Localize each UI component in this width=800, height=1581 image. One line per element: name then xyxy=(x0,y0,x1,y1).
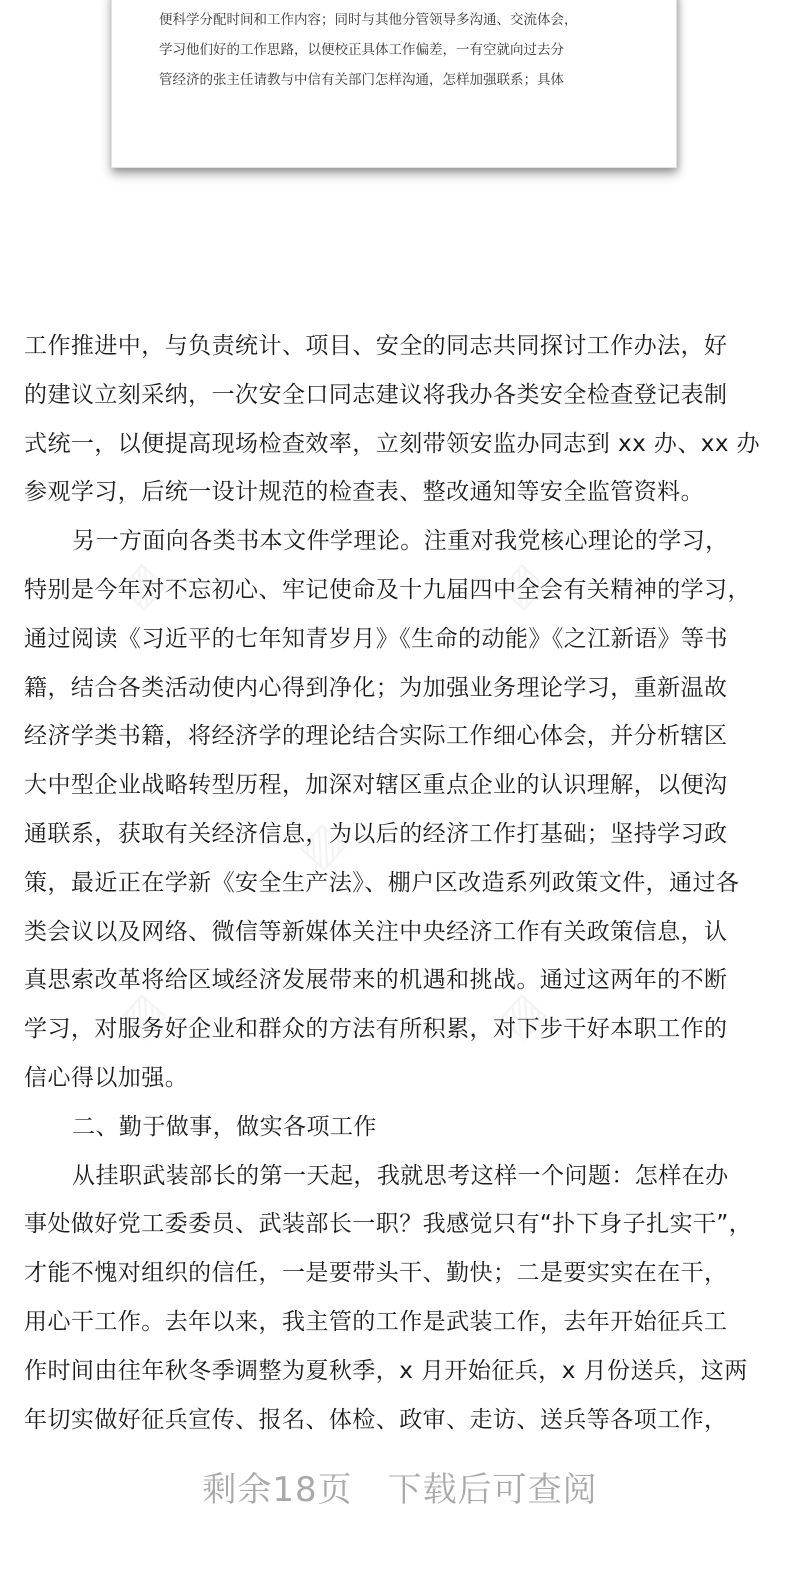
document-text-line: 工作推进中，与负责统计、项目、安全的同志共同探讨工作办法，好 xyxy=(24,333,728,359)
document-text-line: 事处做好党工委委员、武装部长一职？我感觉只有“扑下身子扎实干”， xyxy=(24,1211,753,1238)
document-text-line: 式统一，以便提高现场检查效率，立刻带领安监办同志到 xx 办、xx 办 xyxy=(24,430,761,457)
document-text-line: 学习，对服务好企业和群众的方法有所积累，对下步干好本职工作的 xyxy=(24,1016,728,1043)
document-text-line: 信心得以加强。 xyxy=(24,1064,189,1091)
document-text-line: 籍，结合各类活动使内心得到净化；为加强业务理论学习，重新温故 xyxy=(24,674,728,701)
document-text-line: 年切实做好征兵宣传、报名、体检、政审、走访、送兵等各项工作， xyxy=(24,1406,728,1433)
document-text-line: 类会议以及网络、微信等新媒体关注中央经济工作有关政策信息，认 xyxy=(24,918,728,945)
preview-line: 学习他们好的工作思路，以便校正具体工作偏差，一有空就向过去分 xyxy=(159,42,564,58)
preview-line: 管经济的张主任请教与中信有关部门怎样沟通，怎样加强联系；具体 xyxy=(159,72,564,88)
document-text-line: 策，最近正在学新《安全生产法》、棚户区改造系列政策文件，通过各 xyxy=(24,869,740,896)
document-text-line: 参观学习，后统一设计规范的检查表、整改通知等安全监管资料。 xyxy=(24,479,705,506)
document-text-line: 的建议立刻采纳，一次安全口同志建议将我办各类安全检查登记表制 xyxy=(24,381,728,408)
document-text-line: 另一方面向各类书本文件学理论。注重对我党核心理论的学习， xyxy=(72,528,729,555)
document-preview-card xyxy=(111,0,677,168)
preview-line: 便科学分配时间和工作内容；同时与其他分管领导多沟通、交流体会， xyxy=(159,12,578,28)
document-text-line: 大中型企业战略转型历程，加深对辖区重点企业的认识理解，以便沟 xyxy=(24,772,728,799)
document-text-line: 才能不愧对组织的信任，一是要带头干、勤快；二是要实实在在干， xyxy=(24,1260,728,1287)
document-text-line: 特别是今年对不忘初心、牢记使命及十九届四中全会有关精神的学习， xyxy=(24,576,751,603)
document-text-line: 通联系，获取有关经济信息，为以后的经济工作打基础；坚持学习政 xyxy=(24,820,728,847)
document-text-line: 通过阅读《习近平的七年知青岁月》《生命的动能》《之江新语》等书 xyxy=(24,625,728,652)
document-body xyxy=(24,322,776,1444)
preview-text-block xyxy=(159,5,654,95)
document-text-line: 二、勤于做事，做实各项工作 xyxy=(72,1113,377,1140)
document-text-line: 经济学类书籍，将经济学的理论结合实际工作细心体会，并分析辖区 xyxy=(24,723,728,750)
document-text-line: 作时间由往年秋冬季调整为夏秋季，x 月开始征兵，x 月份送兵，这两 xyxy=(24,1357,748,1384)
document-text-line: 从挂职武装部长的第一天起，我就思考这样一个问题：怎样在办 xyxy=(72,1162,729,1189)
document-text-line: 用心干工作。去年以来，我主管的工作是武装工作，去年开始征兵工 xyxy=(24,1308,728,1335)
remaining-pages-notice[interactable]: 剩余18页 下载后可查阅 xyxy=(202,1470,598,1510)
document-text-line: 真思索改革将给区域经济发展带来的机遇和挑战。通过这两年的不断 xyxy=(24,967,728,994)
